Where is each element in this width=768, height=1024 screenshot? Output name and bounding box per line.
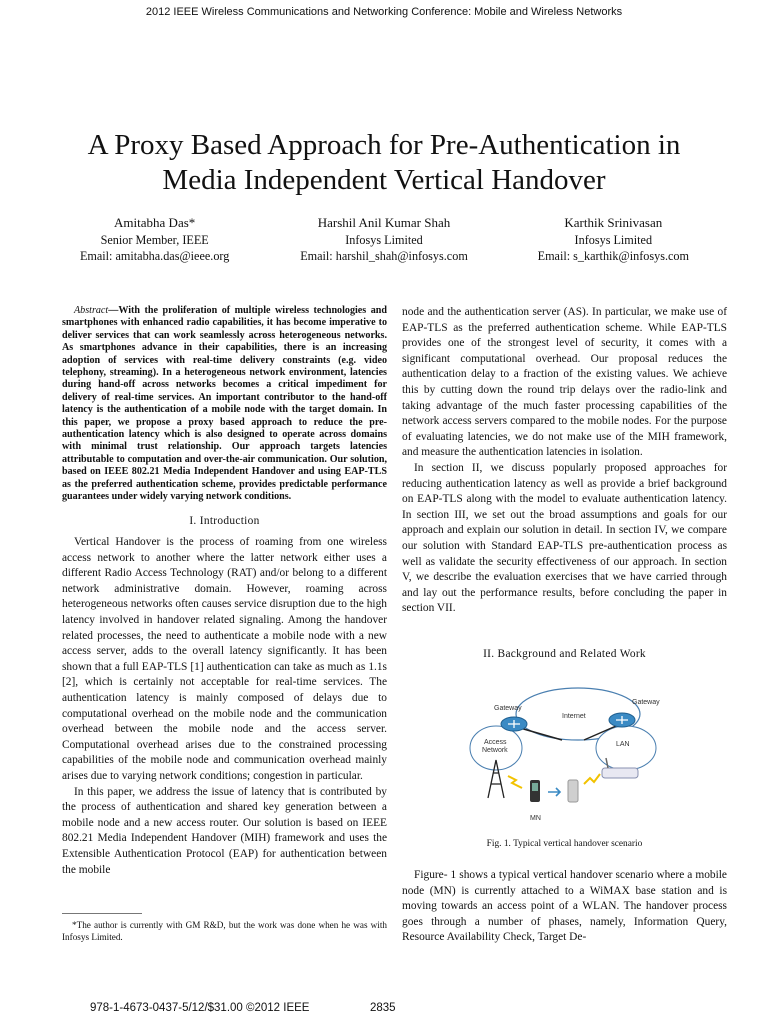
lan-cloud [596, 726, 656, 770]
abstract-label: Abstract [74, 305, 109, 316]
author-name: Harshil Anil Kumar Shah [317, 215, 451, 230]
right-column [402, 305, 727, 662]
left-column [62, 305, 387, 878]
author-3 [499, 214, 728, 264]
figure-caption: Fig. 1. Typical vertical handover scenario [486, 839, 643, 849]
section-heading-introduction: I. Introduction [189, 514, 260, 527]
label-internet: Internet [562, 713, 586, 720]
router-icon-left [501, 717, 527, 731]
copyright-line: 978-1-4673-0437-5/12/$31.00 ©2012 IEEE [90, 1002, 310, 1014]
author-email[interactable]: Email: s_karthik@infosys.com [537, 249, 689, 263]
author-email[interactable]: Email: harshil_shah@infosys.com [300, 249, 468, 263]
footnote: *The author is currently with GM R&D, but the work was done when he was with Infosys Limited. [62, 920, 387, 942]
author-affiliation: Infosys Limited [345, 233, 423, 247]
page-number: 2835 [370, 1002, 396, 1014]
paper-title [40, 128, 728, 198]
label-gateway-left: Gateway [494, 705, 522, 712]
author-affiliation: Senior Member, IEEE [100, 233, 209, 247]
arrow-right-icon [548, 788, 560, 796]
mobile-node-target-icon [568, 780, 578, 802]
router-icon-right [609, 713, 635, 727]
title-line-1: A Proxy Based Approach for Pre-Authentication in [87, 129, 681, 161]
author-name: Amitabha Das* [114, 215, 196, 230]
author-affiliation: Infosys Limited [574, 233, 653, 247]
author-block [40, 214, 728, 264]
abstract-text: —With the proliferation of multiple wireless technologies and smartphones with enhanced radio capabilities, it has become imperative to deliver services that can work seamlessly across heterogeneous networks. As smartphones advance in their capabilities, there is an increasing adoption of services with real-time delivery constraints (e.g. video telephony, streaming). In a heterogeneous network environment, latencies during hand-off across networks becomes a critical impediment for delivery of real-time services. An important contributor to the hand-off latency is the authentication of a mobile node with the target domain. In this paper, we propose a proxy based approach to reduce the pre-authentication latency which is also designed to operate across domains with minimal trust relationship. Our approach targets latencies attributable to computation and over-the-air communication. Our solution, based on IEEE 802.21 Media Independent Handover and using EAP-TLS as the preferred authentication scheme, provides predictable performance guarantees under widely varying network conditions. [62, 305, 387, 503]
section-heading-background: II. Background and Related Work [483, 647, 646, 660]
intro-paragraph-1: Vertical Handover is the process of roaming from one wireless access network to another where the latter network either uses a different Radio Access Technology (RAT) and/or belong to a different network administrative domain. However, roaming across heterogeneous networks often causes service disruption due to the high latency involved in handover related signaling. Among the handover related processes, the need to authenticate a mobile node with a new access server, adds to the overall latency significantly. It has been shown that a full EAP-TLS [1] authentication can take as much as 1.1s [2], which is certainly not acceptable for real-time services. The authentication latency is mainly composed of delays due to computational overhead on the mobile node and the communication overhead between the mobile node and the access server. Computational overhead arises due to the constrained processing capabilities of the mobile node and communication overhead mainly arises due to varying network conditions; congestion in particular. [62, 536, 387, 782]
wireless-signal-icon [508, 776, 522, 788]
right-column-lower [402, 868, 727, 946]
footnote-divider [62, 913, 142, 914]
label-mn: MN [530, 815, 541, 822]
wifi-signal-icon [584, 774, 600, 784]
label-lan: LAN [616, 741, 630, 748]
intro-paragraph-2: In this paper, we address the issue of latency that is contributed by the process of authentication and shared key generation between a mobile node and a new access router. Our solution is based on IEEE 802.21 Media Independent Handover (MIH) framework and uses the Extensible Authentication Protocol (EAP) for authentication between the mobile [62, 785, 387, 876]
handover-figure [466, 680, 666, 825]
author-email[interactable]: Email: amitabha.das@ieee.org [79, 249, 230, 263]
right-paragraph-2: In section II, we discuss popularly proposed approaches for reducing authentication latency as well as provide a brief background on EAP-TLS along with the model to evaluate authentication latency. In section III, we set out the broad assumptions and goals for our approach and explain our solution in detail. In section IV, we compare our solution with Standard EAP-TLS pre-authentication process as well as validate the security effectiveness of our approach. In section V, we describe the evaluation exercises that we have carried through and lay out the performance results, before concluding the paper in section VII. [402, 461, 727, 615]
label-access: Access [484, 739, 507, 746]
title-line-2: Media Independent Vertical Handover [162, 164, 606, 196]
author-name: Karthik Srinivasan [564, 215, 663, 230]
right-paragraph-3: Figure- 1 shows a typical vertical handover scenario where a mobile node (MN) is currently attached to a WiMAX base station and is moving towards an access point of a WLAN. The handover process goes through a number of phases, namely, Information Query, Resource Availability Check, Target De- [402, 869, 727, 944]
abstract [62, 305, 387, 504]
conference-header: 2012 IEEE Wireless Communications and Networking Conference: Mobile and Wireless Networks [145, 6, 623, 18]
label-gateway-right: Gateway [632, 699, 660, 706]
mobile-node-icon [530, 780, 540, 802]
author-2 [269, 214, 498, 264]
author-1 [40, 214, 269, 264]
label-network: Network [482, 747, 508, 754]
right-paragraph-1: node and the authentication server (AS). In particular, we make use of EAP-TLS as the preferred authentication scheme. While EAP-TLS provides one of the strongest level of security, it comes with a significant computational overhead. Our proposal reduces the authentication delay to a fraction of the existing values. We achieve this by cutting down the round trip delays over the radio-link and taking advantage of the much faster processing capabilities of the network access servers compared to the mobile nodes. For the purpose of evaluating latencies, we do not make use of the MIH framework, and measure the authentication latencies in isolation. [402, 306, 727, 459]
